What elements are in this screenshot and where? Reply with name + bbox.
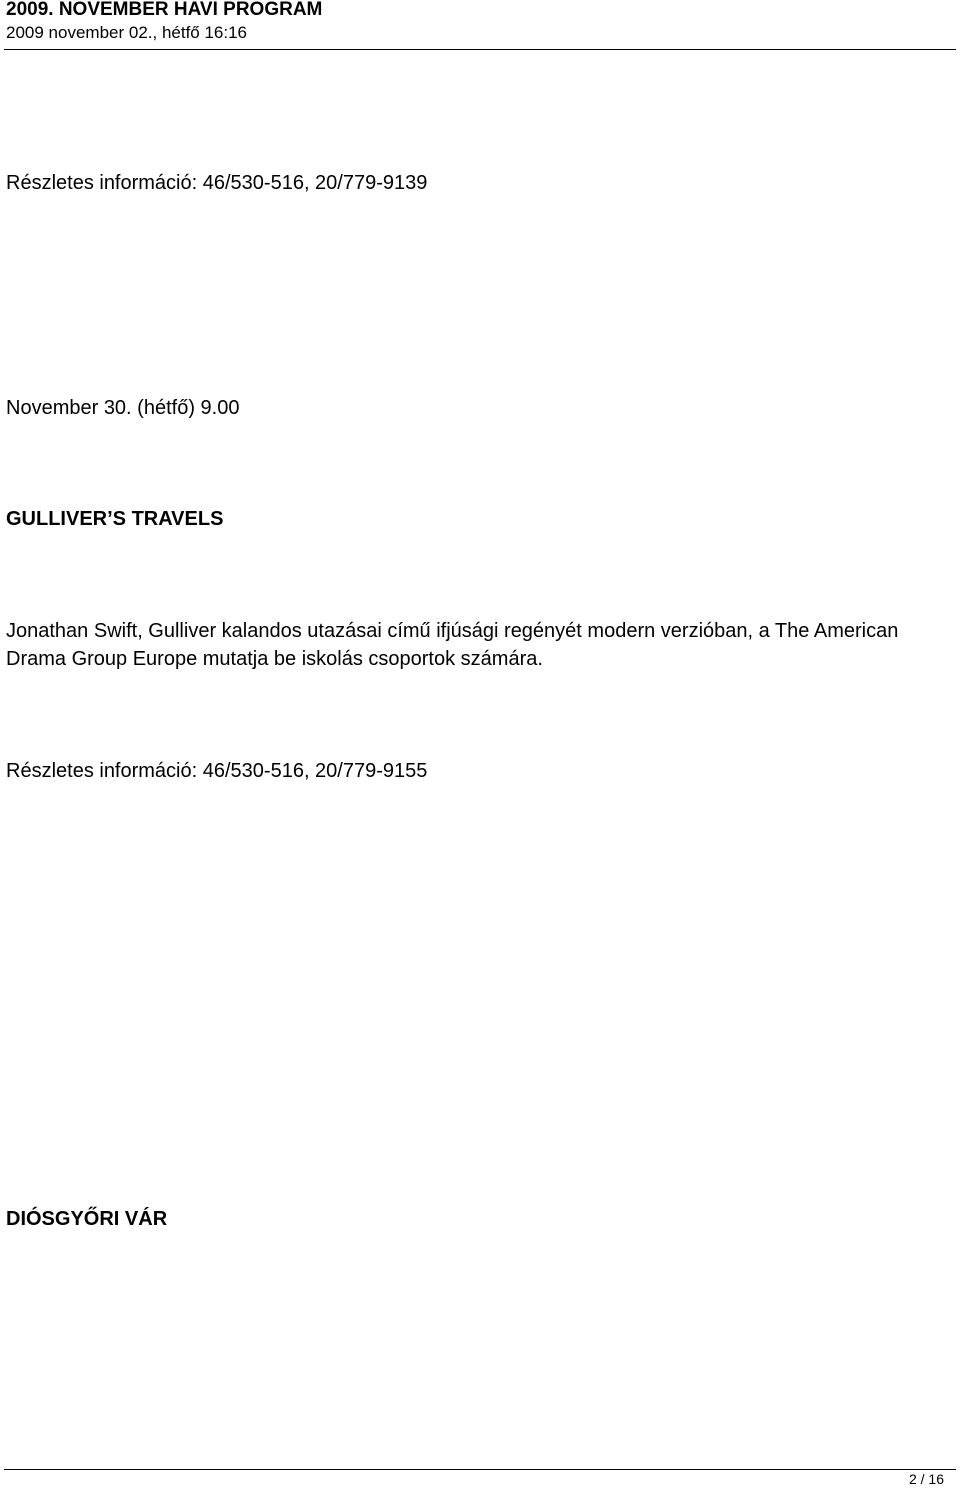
header-divider bbox=[4, 49, 956, 50]
page-header-date: 2009 november 02., hétfő 16:16 bbox=[6, 23, 248, 42]
info-line-1: Részletes információ: 46/530-516, 20/779-9139 bbox=[6, 172, 428, 194]
section-title: DIÓSGYŐRI VÁR bbox=[6, 1208, 168, 1230]
info-line-2: Részletes információ: 46/530-516, 20/779-9155 bbox=[6, 760, 428, 782]
event-title: GULLIVER’S TRAVELS bbox=[6, 508, 224, 530]
event-description: Jonathan Swift, Gulliver kalandos utazásai című ifjúsági regényét modern verzióban, a The American Drama Group Europe mutatja be iskolás csoportok számára. bbox=[6, 620, 899, 670]
footer-divider bbox=[4, 1469, 956, 1470]
page-header-title: 2009. NOVEMBER HAVI PROGRAM bbox=[6, 0, 323, 20]
page-number: 2 / 16 bbox=[908, 1471, 944, 1487]
event-date: November 30. (hétfő) 9.00 bbox=[6, 397, 240, 419]
